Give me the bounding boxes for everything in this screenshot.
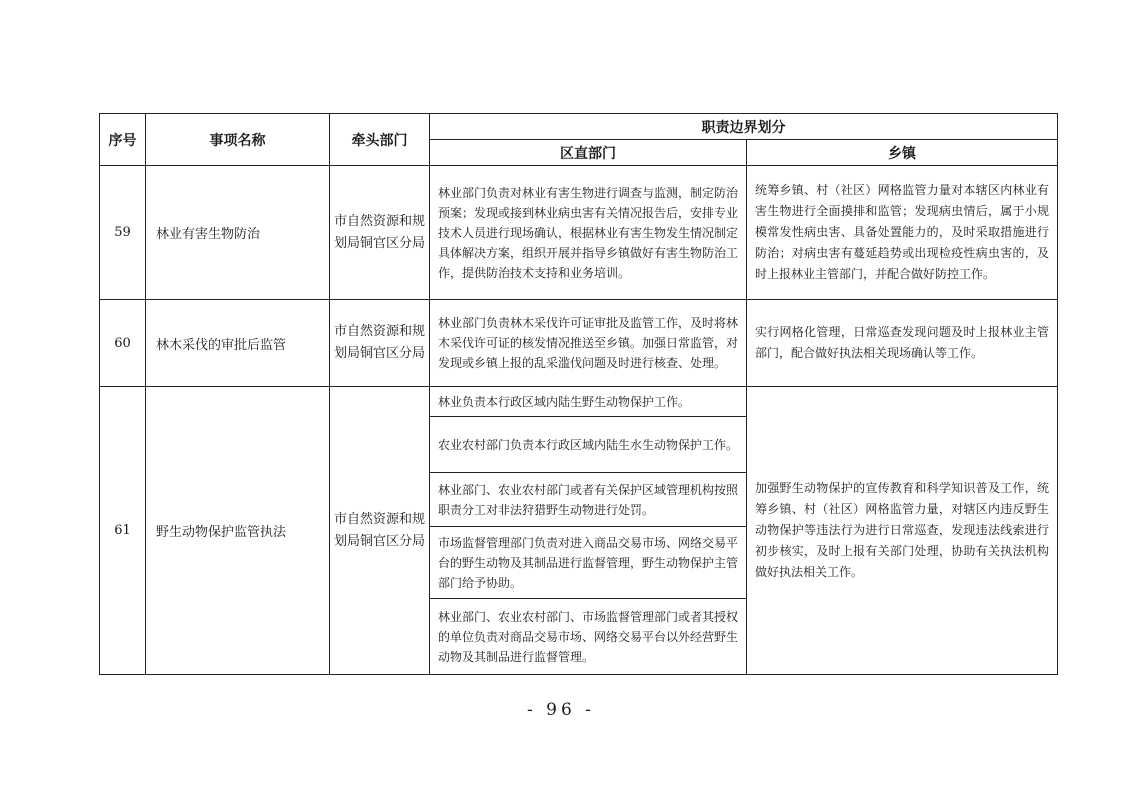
row-district-duty: 林业部门负责对林业有害生物进行调查与监测，制定防治预案；发现或接到林业病虫害有关情况报告后，安排专业技术人员进行现场确认，根据林业有害生物发生情况制定具体解决方案，组织开展并指导乡镇做好有害生物防治工作，提供防治技术支持和业务培训。 xyxy=(430,166,747,300)
row-seq: 61 xyxy=(100,387,146,675)
table-row xyxy=(100,387,1058,417)
table-row xyxy=(100,166,1058,300)
header-district-dept: 区直部门 xyxy=(430,140,747,166)
header-township: 乡镇 xyxy=(747,140,1058,166)
row-district-duty: 林业负责本行政区域内陆生野生动物保护工作。 xyxy=(430,387,747,417)
table-row xyxy=(100,300,1058,387)
row-township-duty: 实行网格化管理，日常巡查发现问题及时上报林业主管部门，配合做好执法相关现场确认等工作。 xyxy=(747,300,1058,387)
page-number: - 96 - xyxy=(527,700,595,720)
row-district-duty: 林业部门负责林木采伐许可证审批及监管工作，及时将林木采伐许可证的核发情况推送至乡镇。加强日常监管，对发现或乡镇上报的乱采滥伐问题及时进行核查、处理。 xyxy=(430,300,747,387)
row-lead-dept: 市自然资源和规划局铜官区分局 xyxy=(330,387,430,675)
header-item-name: 事项名称 xyxy=(146,114,330,166)
header-seq: 序号 xyxy=(100,114,146,166)
row-district-duty: 市场监督管理部门负责对进入商品交易市场、网络交易平台的野生动物及其制品进行监督管理，野生动物保护主管部门给予协助。 xyxy=(430,527,747,599)
row-township-duty: 统筹乡镇、村（社区）网格监管力量对本辖区内林业有害生物进行全面摸排和监管；发现病虫情后，属于小规模常发性病虫害、具备处置能力的，及时采取措施进行防治；对病虫害有蔓延趋势或出现检疫性病虫害的，及时上报林业主管部门，并配合做好防控工作。 xyxy=(747,166,1058,300)
row-item-name: 林业有害生物防治 xyxy=(146,166,330,300)
row-item-name: 野生动物保护监管执法 xyxy=(146,387,330,675)
row-seq: 60 xyxy=(100,300,146,387)
row-district-duty: 林业部门、农业农村部门或者有关保护区域管理机构按照职责分工对非法狩猎野生动物进行处罚。 xyxy=(430,473,747,527)
row-seq: 59 xyxy=(100,166,146,300)
row-district-duty: 农业农村部门负责本行政区域内陆生水生动物保护工作。 xyxy=(430,417,747,473)
responsibility-table xyxy=(99,113,1058,675)
row-district-duty: 林业部门、农业农村部门、市场监督管理部门或者其授权的单位负责对商品交易市场、网络交易平台以外经营野生动物及其制品进行监督管理。 xyxy=(430,599,747,675)
header-responsibility-division: 职责边界划分 xyxy=(430,114,1058,140)
row-lead-dept: 市自然资源和规划局铜官区分局 xyxy=(330,300,430,387)
row-lead-dept: 市自然资源和规划局铜官区分局 xyxy=(330,166,430,300)
header-row-1 xyxy=(100,114,1058,140)
header-lead-dept: 牵头部门 xyxy=(330,114,430,166)
row-township-duty: 加强野生动物保护的宣传教育和科学知识普及工作，统筹乡镇、村（社区）网格监管力量，对辖区内违反野生动物保护等违法行为进行日常巡查，发现违法线索进行初步核实，及时上报有关部门处理，协助有关执法机构做好执法相关工作。 xyxy=(747,387,1058,675)
row-item-name: 林木采伐的审批后监管 xyxy=(146,300,330,387)
